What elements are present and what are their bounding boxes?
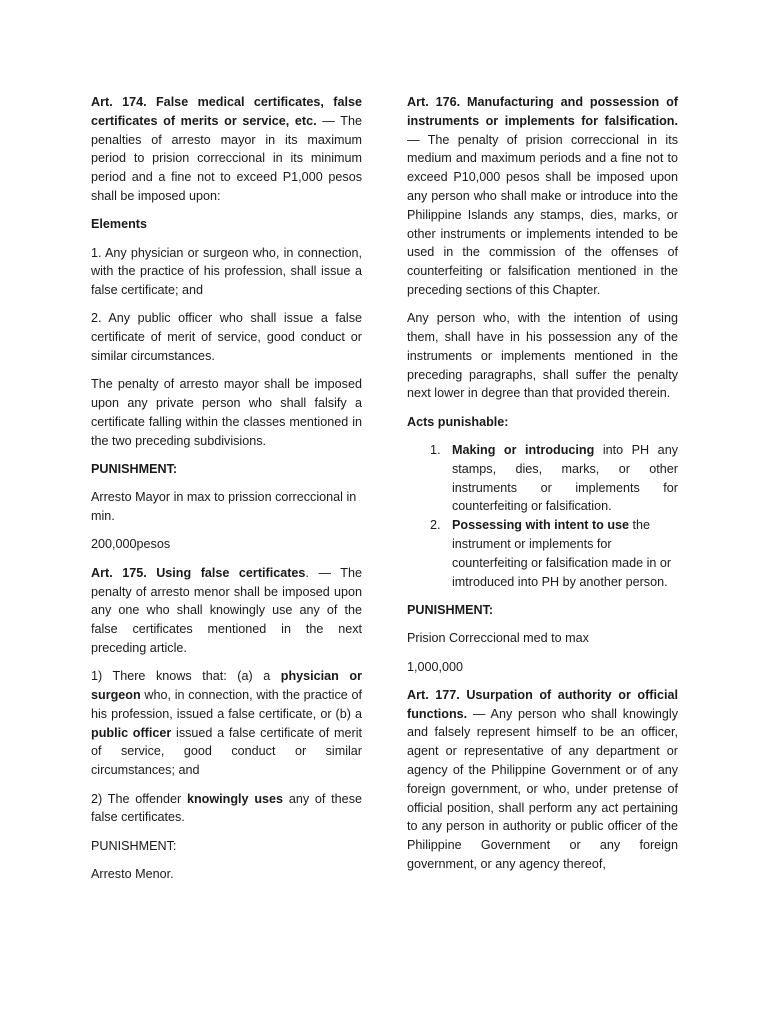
acts-list [407,441,678,591]
art-177-paragraph [407,686,678,874]
art-177-body: — Any person who shall knowingly and falsely represent himself to be an officer, agent or representative of any department or agency of the Philippine Government or of any foreign government, or who, under pretense of official position, shall perform any act pertaining to any person in authority or public officer of the Philippine Government or any foreign government, or any agency thereof, [407,706,678,871]
left-column [91,93,362,893]
art-175-paragraph [91,564,362,658]
art-175-body: . — The penalty of arresto menor shall be imposed upon any one who shall knowingly use any of the false certificates mentioned in the next preceding article. [91,565,362,655]
private-person-penalty: The penalty of arresto mayor shall be imposed upon any private person who shall falsify a certificate falling within the classes mentioned in the two preceding subdivisions. [91,377,362,448]
list-item: 2. Possessing with intent to use the instrument or implements for counterfeiting or falsification made in or imtroduced into PH by another person. [430,518,672,589]
art-174-paragraph [91,93,362,206]
punishment-heading: PUNISHMENT: [91,462,178,477]
possession-paragraph: Any person who, with the intention of using them, shall have in his possession any of the instruments or implements mentioned in the preceding paragraphs, shall suffer the penalty next lower in degree than that provided therein. [407,311,678,401]
art-175-element-1: 1) There knows that: (a) a physician or surgeon who, in connection, with the practice of his profession, issued a false certificate, or (b) a public officer issued a false certificate of merit of service, good conduct or similar circumstances; and [91,669,362,778]
art-174-heading: Art. 174. False medical certificates, false certificates of merits or service, etc. [91,95,362,128]
art-176-heading: Art. 176. Manufacturing and possession of instruments or implements for falsification. [407,95,678,128]
punishment-text: Arresto Mayor in max to prission correccional in min. [91,490,357,524]
punishment-text: Prision Correccional med to max [407,631,589,646]
art-175-element-2: 2) The offender knowingly uses any of these false certificates. [91,791,362,825]
art-174-body: — The penalties of arresto mayor in its maximum period to prision correccional in its minimum period and a fine not to exceed P1,000 pesos shall be imposed upon: [91,113,362,203]
right-column [407,93,678,883]
elements-heading: Elements [91,217,147,232]
art-176-body: — The penalty of prision correccional in its medium and maximum periods and a fine not to exceed P10,000 pesos shall be imposed upon any person who shall make or introduce into the Philippine Islands any stamps, dies, marks, or other instruments or implements intended to be used in the commission of the offenses of counterfeiting or falsification mentioned in the preceding sections of this Chapter. [407,132,678,297]
acts-heading: Acts punishable: [407,414,509,429]
element-2: 2. Any public officer who shall issue a false certificate of merit of service, good conduct or similar circumstances. [91,311,362,364]
fine-amount: 1,000,000 [407,659,464,674]
art-176-paragraph [407,93,678,300]
art-175-heading: Art. 175. Using false certificates [91,565,306,580]
punishment-text-2: Arresto Menor. [91,866,174,881]
fine-amount: 200,000pesos [91,537,171,552]
list-item: 1. Making or introducing into PH any stamps, dies, marks, or other instruments or implements for counterfeiting or falsification. [430,443,678,514]
art-177-heading: Art. 177. Usurpation of authority or official functions. [407,687,678,721]
element-1: 1. Any physician or surgeon who, in connection, with the practice of his profession, shall issue a false certificate; and [91,245,362,298]
punishment-heading-2: PUNISHMENT: [91,838,177,853]
punishment-heading: PUNISHMENT: [407,602,494,617]
